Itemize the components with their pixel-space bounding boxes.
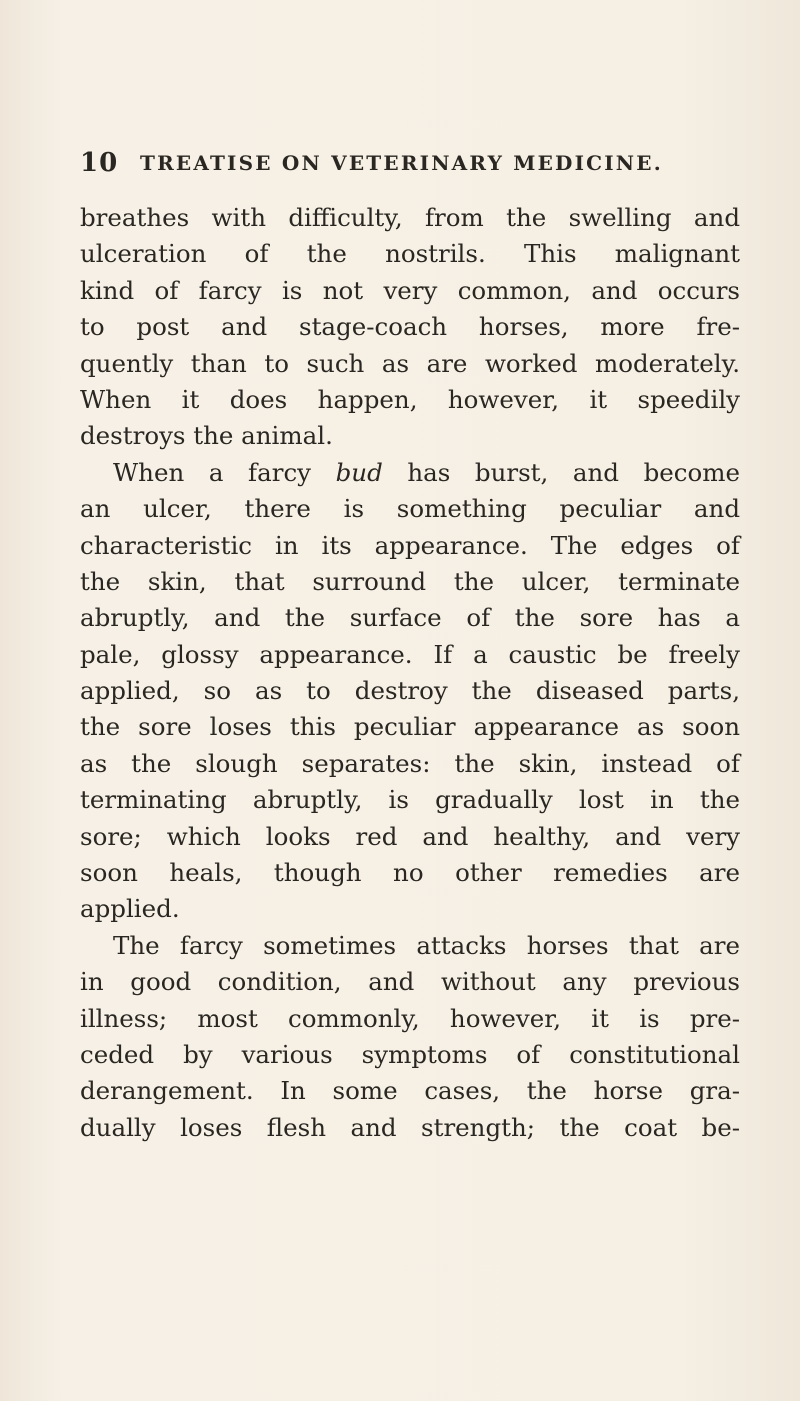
- text-line: characteristic in its appearance. The edges of: [80, 530, 740, 560]
- text-line: to post and stage-coach horses, more fre-: [80, 312, 740, 342]
- text-line: as the slough separates: the skin, instead of: [80, 748, 740, 778]
- text-line: terminating abruptly, is gradually lost in the: [80, 785, 740, 815]
- text-line: applied, so as to destroy the diseased parts,: [80, 676, 740, 706]
- text-line: ulceration of the nostrils. This malignant: [80, 239, 740, 269]
- page-header: [80, 148, 720, 182]
- text-line: When it does happen, however, it speedily: [80, 384, 740, 414]
- text-run: When a farcy: [113, 457, 336, 487]
- text-line: [80, 455, 740, 491]
- page-number: 10: [80, 148, 119, 178]
- text-line: in good condition, and without any previous: [80, 967, 740, 997]
- text-line: dually loses flesh and strength; the coat be-: [80, 1112, 740, 1142]
- text-line: sore; which looks red and healthy, and very: [80, 821, 740, 851]
- text-line: ceded by various symptoms of constitutional: [80, 1039, 740, 1069]
- text-line: illness; most commonly, however, it is pre-: [80, 1003, 740, 1033]
- text-line: destroys the animal.: [80, 421, 333, 451]
- italic-term: bud: [335, 457, 383, 487]
- body-text: [80, 200, 740, 1146]
- text-line: pale, glossy appearance. If a caustic be freely: [80, 639, 740, 669]
- text-line: kind of farcy is not very common, and occurs: [80, 275, 740, 305]
- text-line: The farcy sometimes attacks horses that are: [113, 930, 740, 960]
- text-line: derangement. In some cases, the horse gra-: [80, 1076, 740, 1106]
- text-line: breathes with difficulty, from the swelling and: [80, 203, 740, 232]
- text-line: abruptly, and the surface of the sore has a: [80, 603, 740, 633]
- text-line: quently than to such as are worked moderately.: [80, 348, 740, 378]
- text-line: soon heals, though no other remedies are: [80, 858, 740, 888]
- text-line: applied.: [80, 894, 180, 924]
- running-title: TREATISE ON VETERINARY MEDICINE.: [140, 151, 663, 175]
- text-line: the skin, that surround the ulcer, terminate: [80, 566, 740, 596]
- text-run: has burst, and become: [382, 457, 740, 487]
- text-line: the sore loses this peculiar appearance as soon: [80, 712, 740, 742]
- text-line: an ulcer, there is something peculiar and: [80, 494, 740, 524]
